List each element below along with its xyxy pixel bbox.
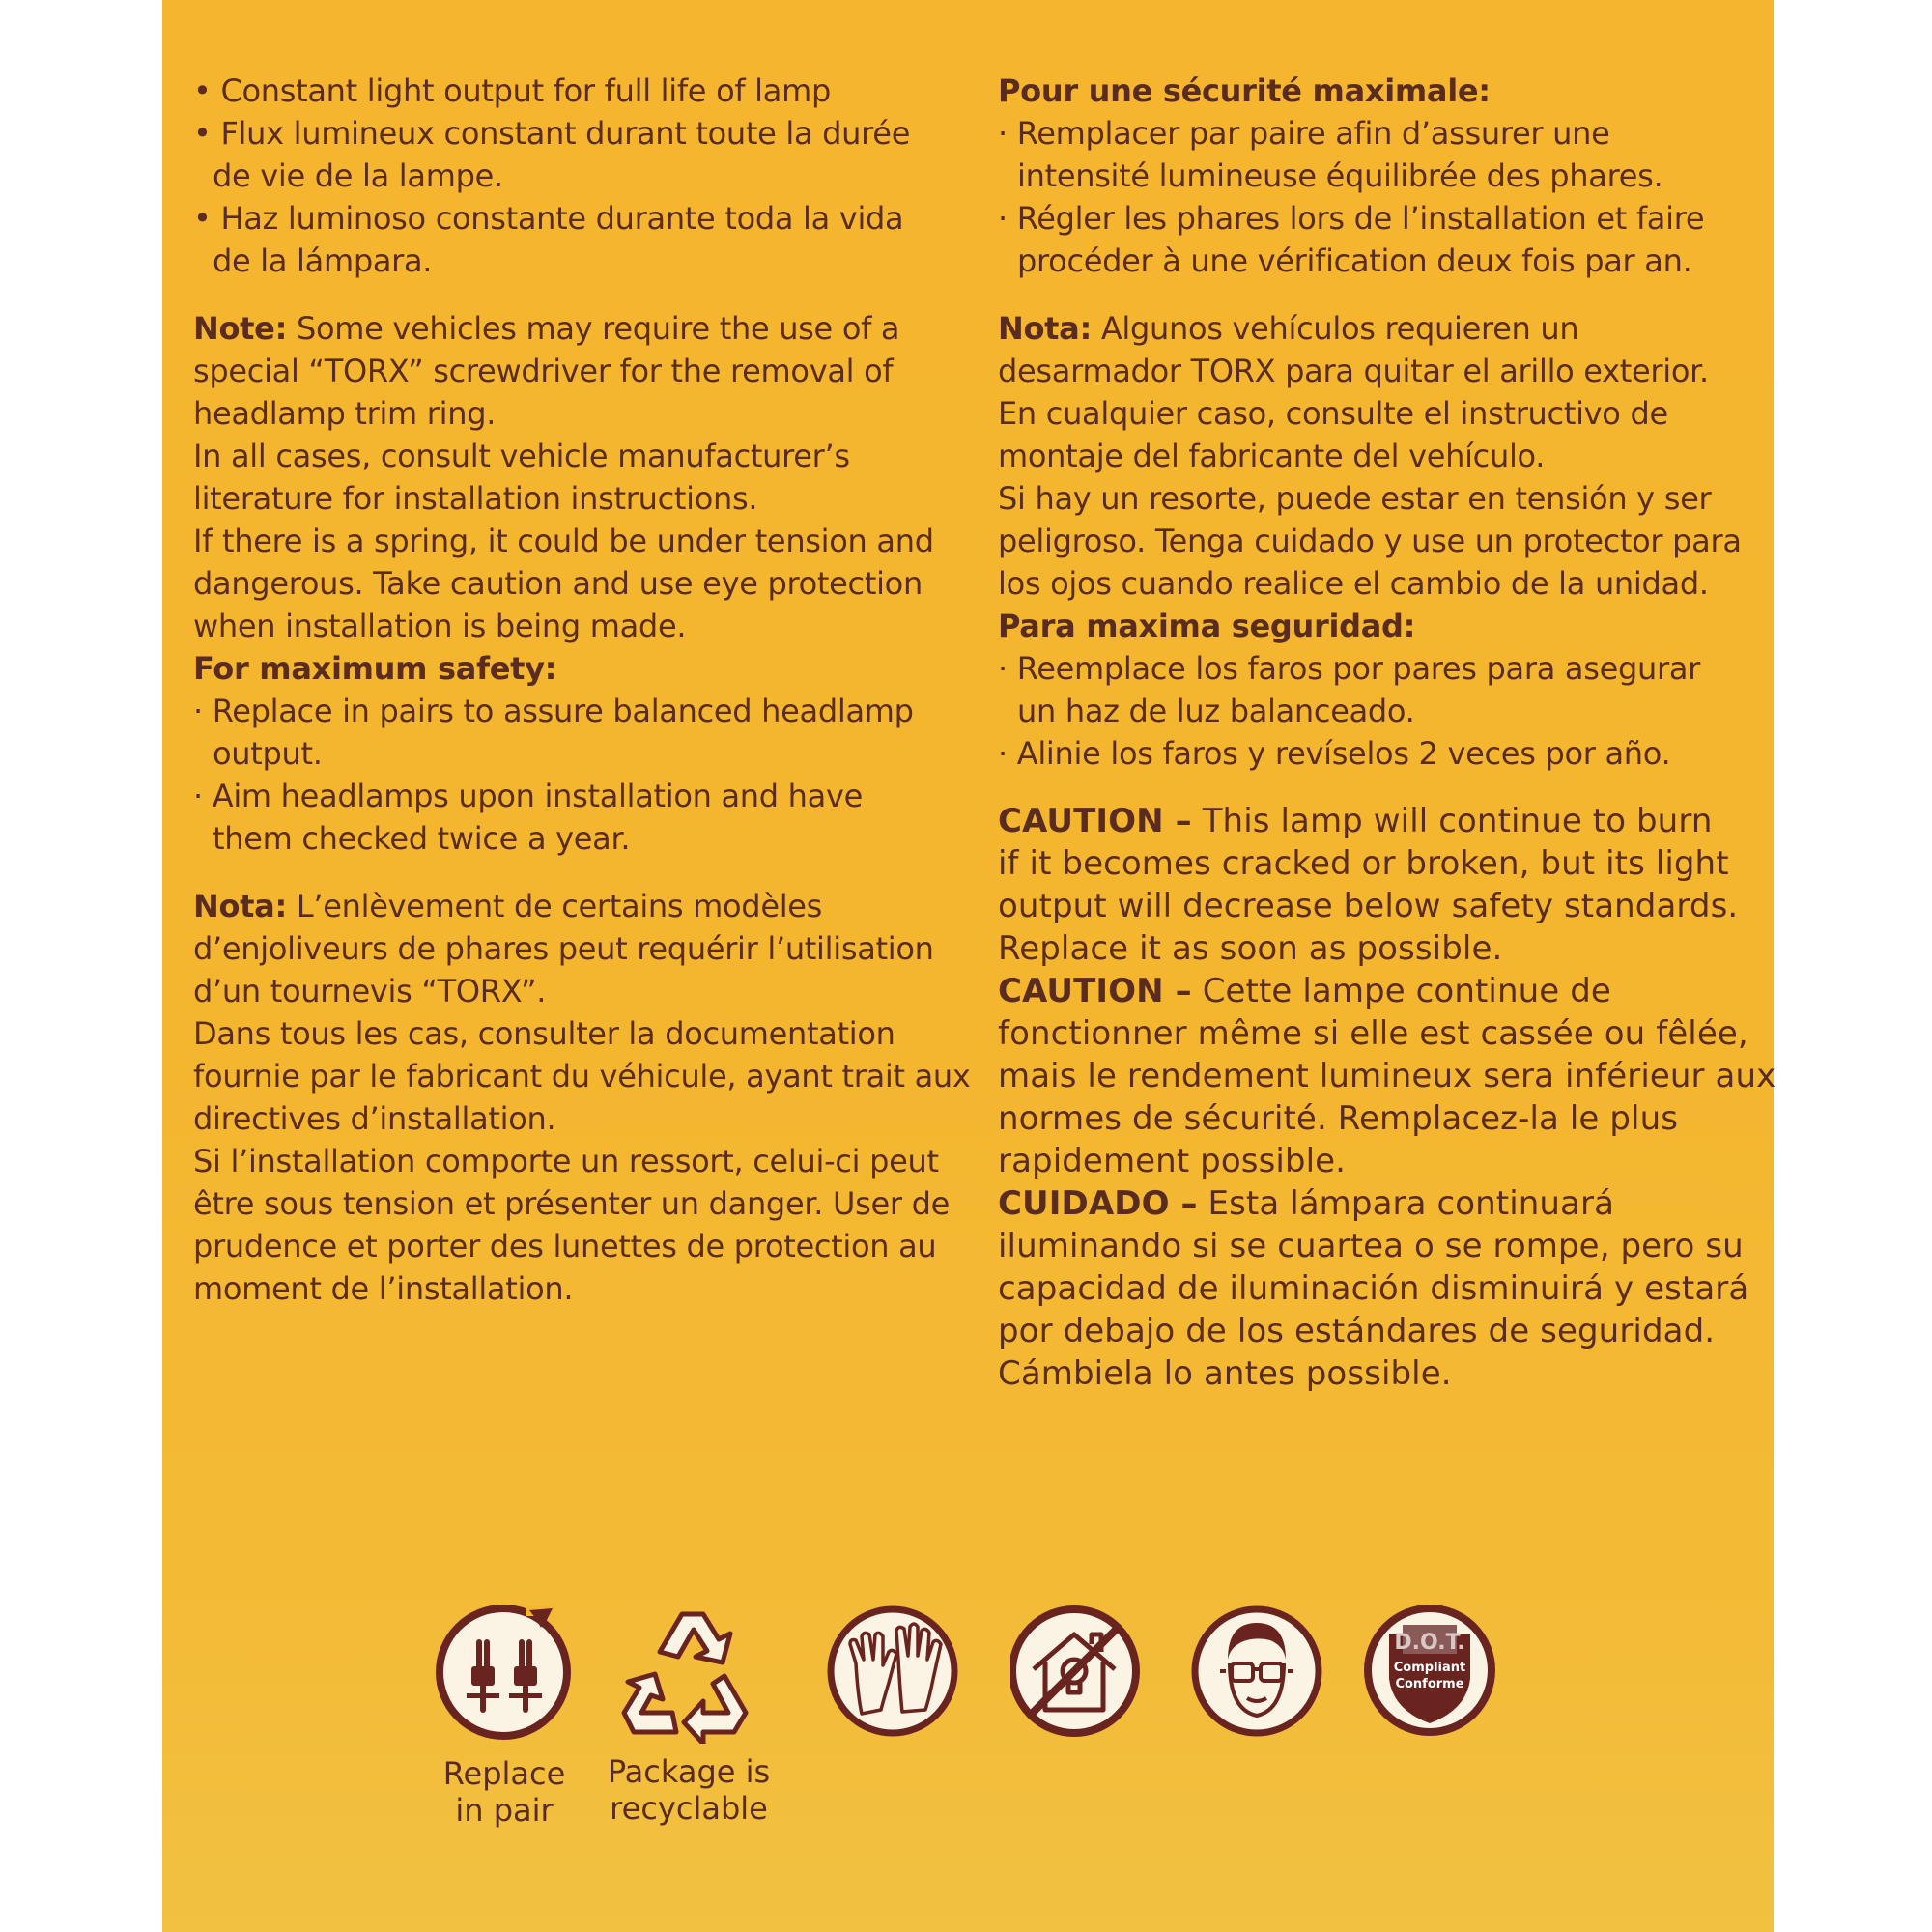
nota-text: d’un tournevis “TORX”. [193,973,547,1009]
safety-fr-heading: Pour une sécurité maximale: [998,72,1491,109]
nota-es-text: Algunos vehículos requieren un [1091,310,1579,347]
feature-es-cont: de la lámpara. [213,242,433,279]
caution-es-text: Esta lámpara continuará [1197,1184,1615,1223]
note-text: In all cases, consult vehicle manufacturer’s [193,438,850,474]
feature-en: • Constant light output for full life of lamp [193,72,831,109]
safety-item: · Replace in pairs to assure balanced headlamp [193,693,914,729]
right-column [998,70,1776,1395]
feature-fr: • Flux lumineux constant durant toute la durée [193,115,911,152]
caution-es-text: Cámbiela lo antes possible. [998,1354,1452,1393]
dot-conforme-text: Conforme [1395,1677,1464,1691]
recycle-icon [616,1599,761,1744]
caution-fr-text: rapidement possible. [998,1142,1347,1180]
safety-es-item: · Reemplace los faros por pares para asegurar [998,650,1700,687]
feature-fr-cont: de vie de la lampe. [213,157,503,194]
caution-fr-text: Cette lampe continue de [1191,972,1611,1010]
safety-fr-item-cont: procéder à une vérification deux fois par an. [1017,242,1692,279]
note-text: when installation is being made. [193,608,687,644]
safety-fr-item: · Remplacer par paire afin d’assurer une [998,115,1610,152]
caution-fr-text: fonctionner même si elle est cassée ou fêlée, [998,1014,1748,1053]
replace-caption-line: Replace [442,1755,566,1792]
nota-text: L’enlèvement de certains modèles [286,888,823,924]
safety-es [998,605,1771,775]
nota-text: d’enjoliveurs de phares peut requérir l’utilisation [193,930,934,967]
left-column [193,70,971,1335]
safety-es-item-cont: un haz de luz balanceado. [1017,693,1415,729]
safety-es-item: · Alinie los faros y revíselos 2 veces por año. [998,735,1671,772]
caution-es-label: CUIDADO – [998,1184,1198,1223]
safety-fr-item: · Régler les phares lors de l’installation et faire [998,200,1705,237]
nota-es-text: En cualquier caso, consulte el instructivo de [998,395,1668,432]
safety-item-cont: them checked twice a year. [213,820,631,857]
safety-fr-item-cont: intensité lumineuse équilibrée des phares. [1017,157,1663,194]
nota-text: fournie par le fabricant du véhicule, ayant trait aux [193,1058,971,1094]
gloves-icon [825,1602,970,1747]
safety-fr [998,70,1771,282]
nota-fr [193,885,971,1310]
recycle-caption-line: Package is [607,1753,771,1790]
nota-es [998,307,1771,605]
nota-es-text: peligroso. Tenga cuidado y use un protector para [998,523,1742,559]
caution-en-text: This lamp will continue to burn [1191,802,1713,840]
note-text: literature for installation instructions. [193,480,758,517]
note-text: If there is a spring, it could be under tension and [193,523,934,559]
note-text: dangerous. Take caution and use eye protection [193,565,923,602]
eye-protection-icon [1191,1602,1336,1747]
note-label: Note: [193,310,288,347]
nota-es-label: Nota: [998,310,1092,347]
nota-label: Nota: [193,888,287,924]
nota-es-text: desarmador TORX para quitar el arillo exterior. [998,353,1709,389]
safety-es-heading: Para maxima seguridad: [998,608,1416,644]
nota-text: prudence et porter des lunettes de protection au [193,1228,937,1264]
replace-caption-line: in pair [455,1792,554,1829]
safety-en [193,647,966,860]
caution-en-text: if it becomes cracked or broken, but its light [998,844,1729,883]
note-text: special “TORX” screwdriver for the removal of [193,353,894,389]
note-en [193,307,966,647]
caution-es-text: por debajo de los estándares de seguridad. [998,1312,1716,1350]
safety-item: · Aim headlamps upon installation and have [193,778,863,814]
recycle-caption-line: recyclable [610,1790,768,1827]
safety-heading: For maximum safety: [193,650,557,687]
replace-in-pair-caption [408,1755,601,1829]
nota-text: Si l’installation comporte un ressort, celui-ci peut [193,1143,939,1179]
replace-in-pair-icon [433,1599,578,1744]
dot-title: D.O.T. [1394,1631,1465,1655]
caution-fr-text: mais le rendement lumineux sera inférieur aux [998,1057,1776,1095]
note-text: headlamp trim ring. [193,395,497,432]
caution-en-text: Replace it as soon as possible. [998,929,1503,968]
dot-compliant-text: Compliant [1393,1661,1466,1675]
nota-text: être sous tension et présenter un danger. User de [193,1185,951,1222]
caution-fr-label: CAUTION – [998,972,1192,1010]
recycle-caption [592,1753,785,1827]
nota-es-text: Si hay un resorte, puede estar en tensión y ser [998,480,1712,517]
caution-es-text: capacidad de iluminación disminuirá y estará [998,1269,1749,1308]
features-list [193,70,966,282]
note-text: Some vehicles may require the use of a [287,310,900,347]
nota-text: Dans tous les cas, consulter la documentation [193,1015,895,1052]
caution-es-text: iluminando si se cuartea o se rompe, pero su [998,1227,1744,1265]
nota-text: moment de l’installation. [193,1270,574,1307]
nota-es-text: los ojos cuando realice el cambio de la unidad. [998,565,1709,602]
safety-item-cont: output. [213,735,323,772]
caution-fr-text: normes de sécurité. Remplacez-la le plus [998,1099,1679,1138]
feature-es: • Haz luminoso constante durante toda la vida [193,200,904,237]
nota-text: directives d’installation. [193,1100,556,1137]
dot-compliant-badge [1362,1602,1507,1747]
caution-block [998,800,1776,1395]
nota-es-text: montaje del fabricante del vehículo. [998,438,1546,474]
caution-en-text: output will decrease below safety standards. [998,887,1739,925]
caution-en-label: CAUTION – [998,802,1192,840]
no-household-use-icon [1010,1602,1155,1747]
